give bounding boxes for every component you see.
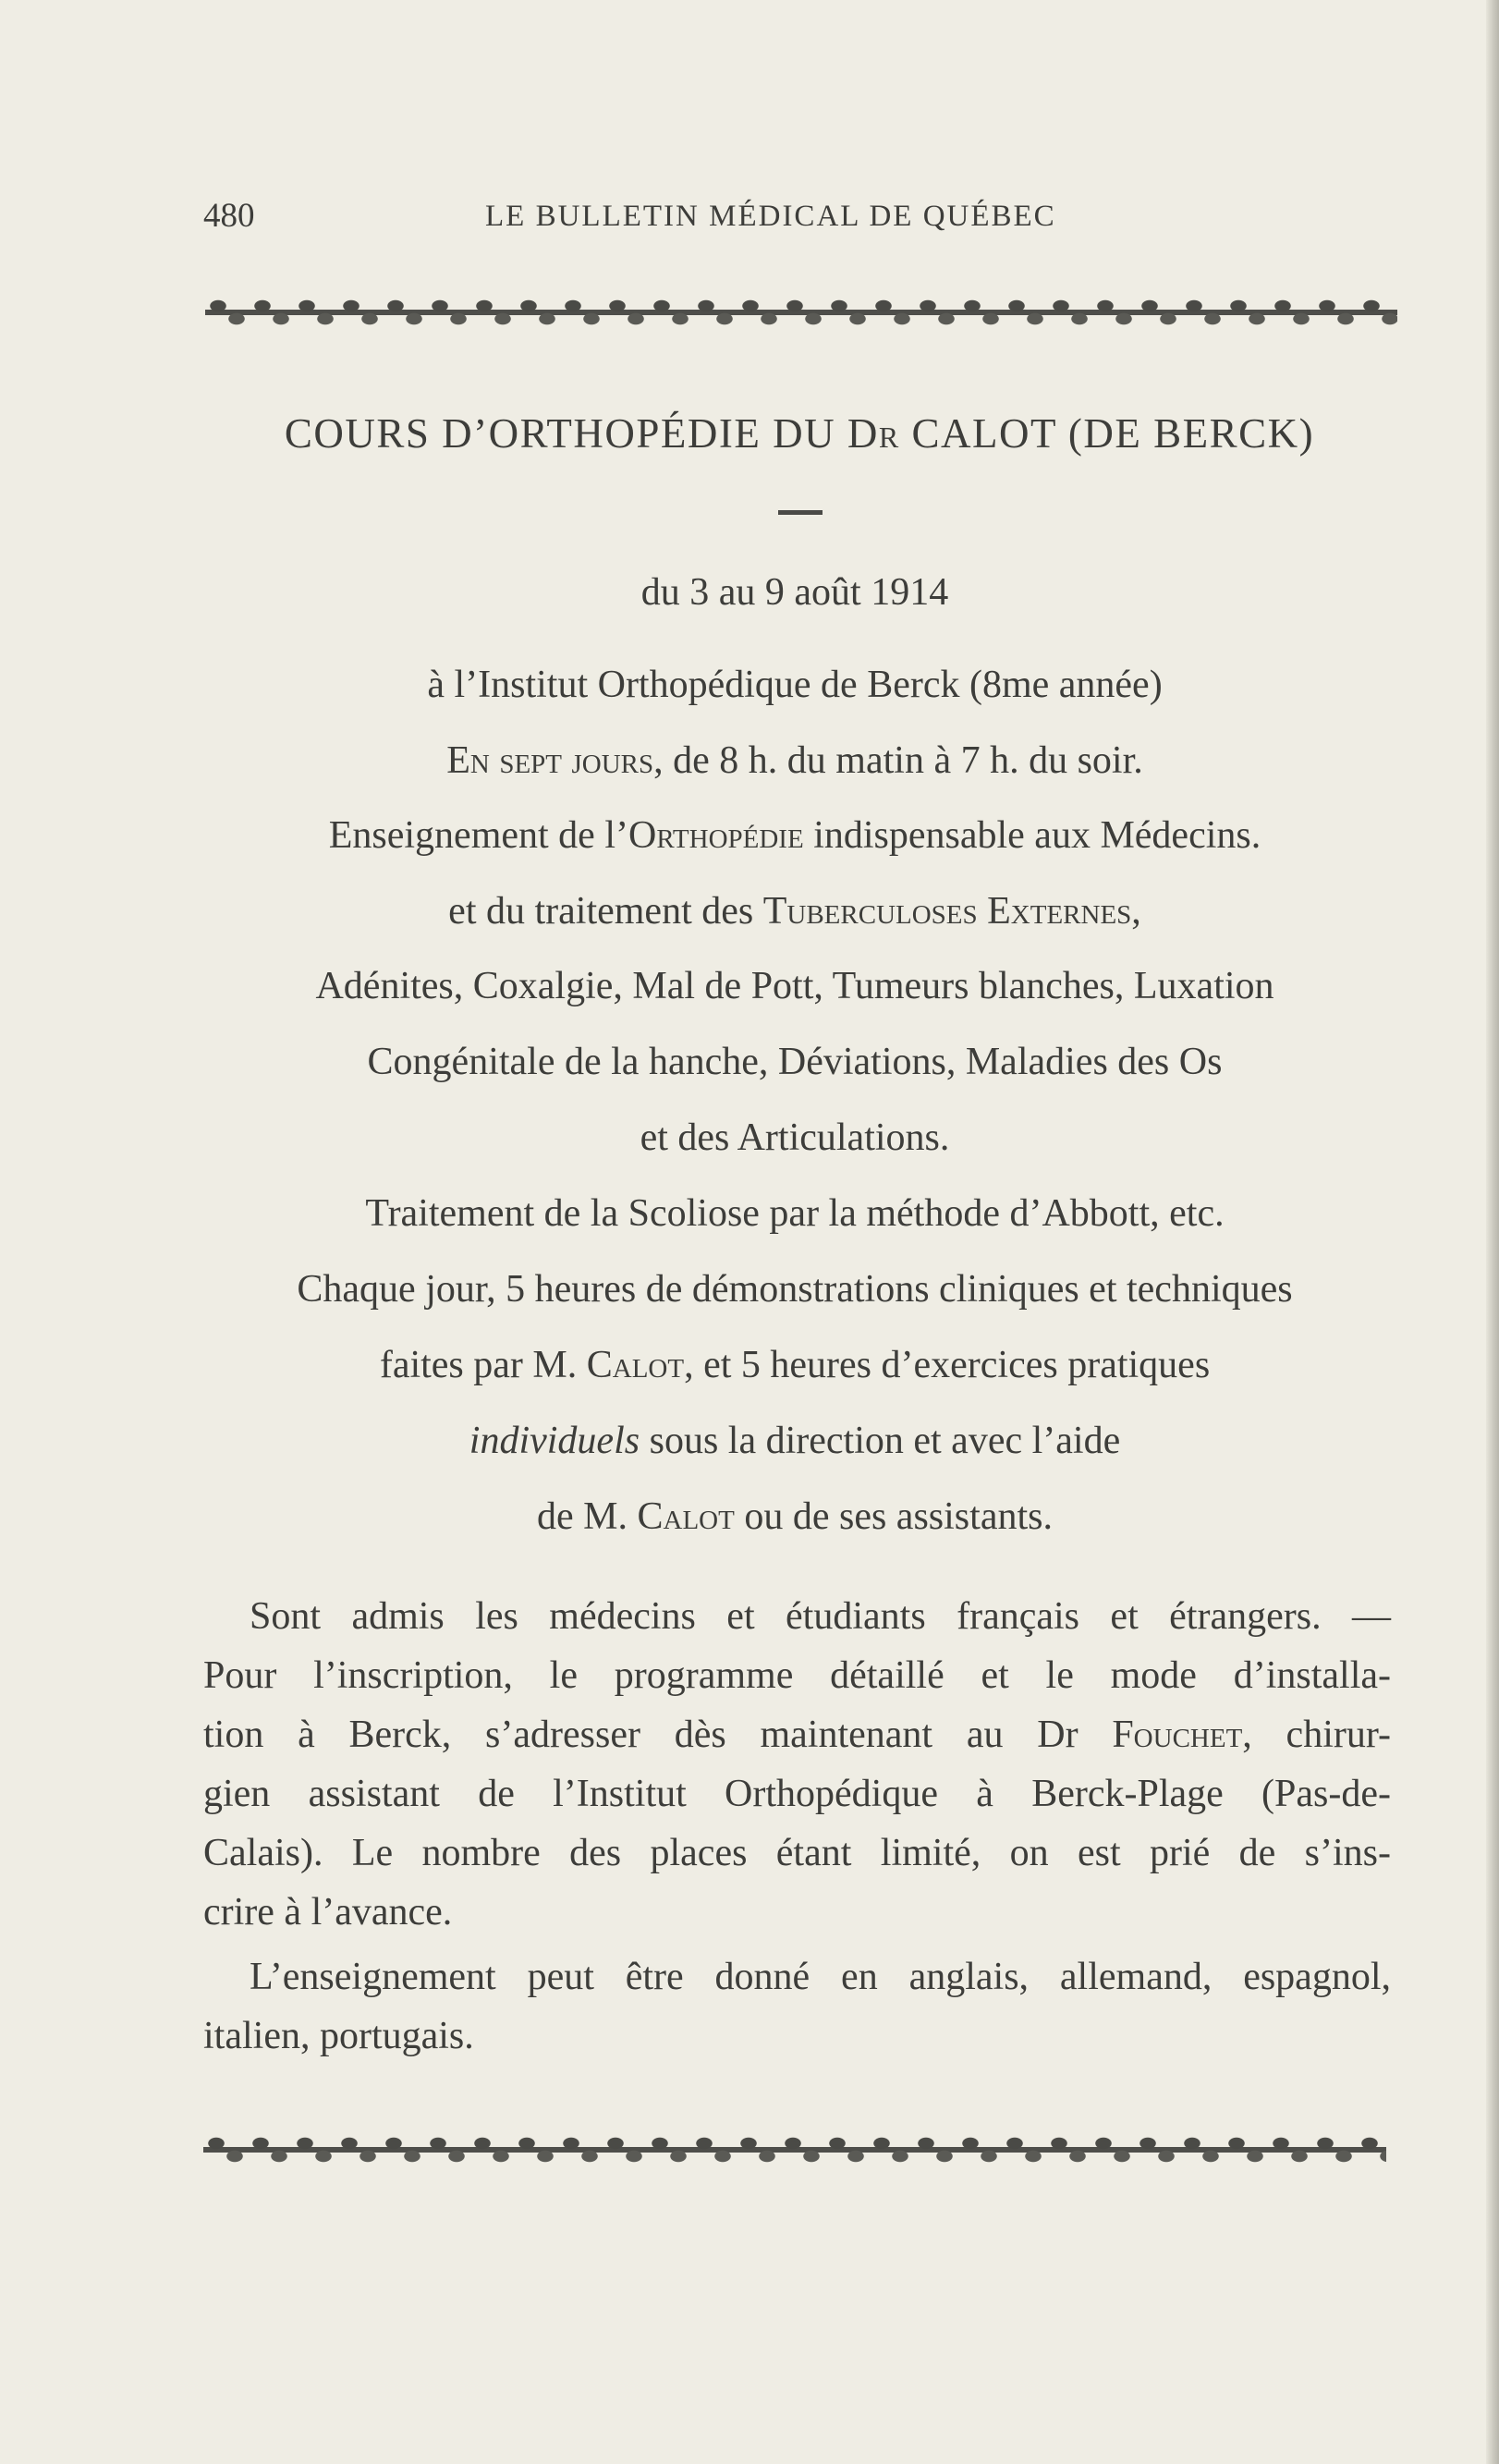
para1-fouchet: Fouchet, — [1112, 1714, 1252, 1756]
institute-text: à l’Institut Orthopédique de Berck (8me année) — [427, 664, 1163, 706]
daily-text-2b: et 5 heures d’exercices pratiques — [693, 1344, 1211, 1386]
daily-line-2 — [185, 1343, 1405, 1387]
treatment-line — [185, 889, 1405, 933]
conditions-line-2 — [185, 1040, 1405, 1084]
para1-line-3b: chirur- — [1251, 1714, 1391, 1756]
daily-text-4a: de M. — [537, 1495, 638, 1538]
dates-text: du 3 au 9 août 1914 — [640, 571, 949, 614]
heading-rule — [778, 510, 823, 515]
language-paragraph — [203, 1947, 1391, 2066]
top-ornament-border — [205, 291, 1397, 334]
para1-line-1: Sont admis les médecins et étudiants français et étrangers. — — [250, 1595, 1391, 1638]
teaching-sc: Orthopédie — [628, 814, 804, 857]
para1-line-2: Pour l’inscription, le programme détaillé et le mode d’installa- — [203, 1654, 1391, 1697]
para1-line-3a: tion à Berck, s’adresser dès maintenant au Dr — [203, 1714, 1113, 1756]
treatment-sc: Tuberculoses Externes, — [762, 890, 1141, 933]
heading-text-2: CALOT (DE BERCK) — [899, 410, 1315, 457]
scoliosis-text: Traitement de la Scoliose par la méthode d’Abbott, etc. — [365, 1192, 1225, 1235]
para1-line-4: gien assistant de l’Institut Orthopédique à Berck-Plage (Pas-de- — [203, 1773, 1391, 1815]
daily-line-1 — [185, 1267, 1405, 1311]
daily-line-3 — [185, 1419, 1405, 1463]
daily-sc-2: Calot, — [586, 1344, 694, 1386]
schedule-line — [185, 738, 1405, 783]
heading-text-1: COURS D’ORTHOPÉDIE DU D — [284, 410, 879, 457]
schedule-sc: En sept jours, — [446, 739, 664, 782]
page-number: 480 — [203, 197, 255, 235]
daily-text-3b: sous la direction et avec l’aide — [640, 1420, 1121, 1462]
conditions-text-1: Adénites, Coxalgie, Mal de Pott, Tumeurs blanches, Luxation — [315, 965, 1274, 1007]
conditions-text-2: Congénitale de la hanche, Déviations, Maladies des Os — [367, 1041, 1223, 1083]
schedule-rest: de 8 h. du matin à 7 h. du soir. — [663, 739, 1143, 782]
para2-line-2: italien, portugais. — [203, 2015, 474, 2057]
daily-italic: individuels — [469, 1420, 640, 1462]
teaching-text-1: Enseignement de l’ — [328, 814, 628, 857]
course-dates — [185, 570, 1405, 615]
running-head — [203, 196, 1312, 233]
journal-title: LE BULLETIN MÉDICAL DE QUÉBEC — [485, 200, 1056, 233]
conditions-text-3: et des Articulations. — [640, 1116, 950, 1159]
page-edge-shadow — [1486, 0, 1499, 2464]
conditions-line-3 — [185, 1116, 1405, 1160]
para1-line-5: Calais). Le nombre des places étant limité, on est prié de s’ins- — [203, 1832, 1391, 1874]
teaching-line — [185, 813, 1405, 858]
scoliosis-line — [185, 1191, 1405, 1236]
heading-dr-suffix: r — [878, 410, 900, 457]
bottom-ornament-border — [203, 2129, 1386, 2171]
teaching-text-2: indispensable aux Médecins. — [803, 814, 1261, 857]
institute-line — [185, 663, 1405, 707]
admission-paragraph — [203, 1587, 1391, 1942]
daily-text-2a: faites par M. — [379, 1344, 587, 1386]
para1-line-6: crire à l’avance. — [203, 1891, 453, 1933]
conditions-line-1 — [185, 964, 1405, 1008]
para1-line-3 — [203, 1705, 1391, 1764]
daily-sc-4: Calot — [637, 1495, 735, 1538]
daily-text-4b: ou de ses assistants. — [734, 1495, 1053, 1538]
para2-line-1: L’enseignement peut être donné en anglais, allemand, espagnol, — [250, 1956, 1391, 1998]
daily-line-4 — [185, 1494, 1405, 1539]
notice-heading — [185, 409, 1414, 457]
treatment-text: et du traitement des — [448, 890, 763, 933]
daily-text-1: Chaque jour, 5 heures de démonstrations cliniques et techniques — [297, 1268, 1293, 1311]
